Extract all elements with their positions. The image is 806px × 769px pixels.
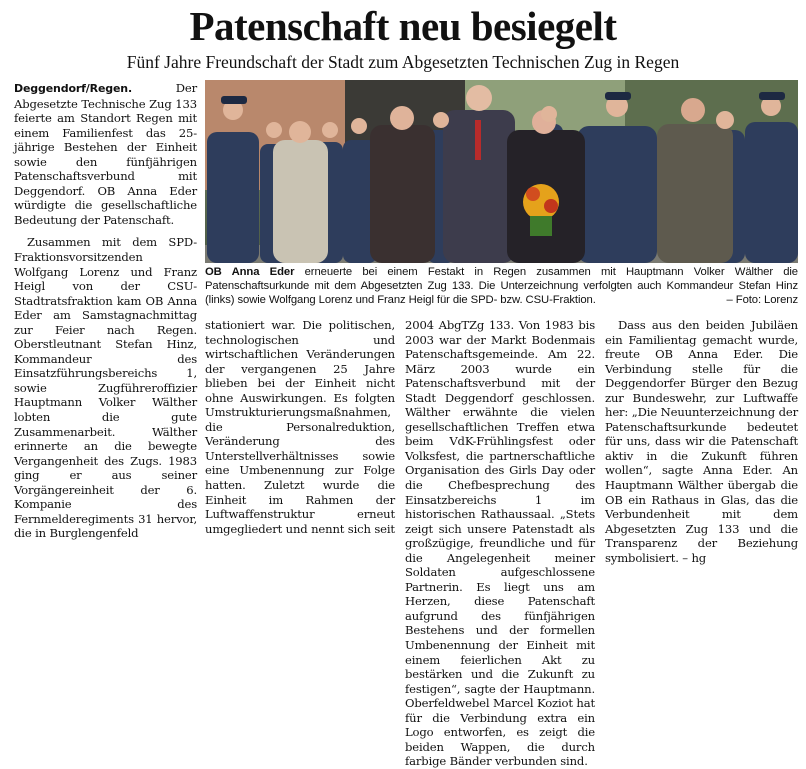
- article-subheadline: Fünf Jahre Freundschaft der Stadt zum Abgesetzten Technischen Zug in Regen: [126, 52, 680, 72]
- caption-text: erneuerte bei einem Festakt in Regen zusammen mit Hauptmann Volker Wälther die Patenschaftsurkunde mit dem Abgesetzten Zug 133. Die Unterzeichnung verfolgten auch Kommandeur Stefan Hinz (links) sowie Wolfgang Lorenz und Franz Heigl für die SPD- bzw. CSU-Fraktion.: [205, 266, 798, 306]
- article-dateline: Deggendorf/Regen.: [14, 82, 133, 95]
- photo-credit: – Foto: Lorenz: [726, 294, 798, 306]
- photo-caption: [205, 265, 798, 307]
- group-photo-icon: [205, 80, 798, 263]
- article-paragraph: [14, 235, 197, 540]
- article-paragraph: [205, 318, 395, 536]
- flow-text-2: stationiert war. Die politischen, technologischen und wirtschaftlichen Veränderungen der vergangenen 25 Jahre blieben bei der Einheit nicht ohne Auswirkungen. Es folgten Umstrukturierungsmaßnahmen, die Personalreduktion, Veränderung des Unterstellverhältnisses sowie eine Umbenennung zur Folge hatten. Zuletzt wurde die Einheit im Rahmen der Luftwaffenstruktur erneut umgegliedert und nennt sich seit: [205, 318, 395, 536]
- article-column-2: [205, 318, 395, 543]
- group-photo: [205, 80, 798, 263]
- article-paragraph: [405, 318, 595, 769]
- article-closing-paragraph: Dass aus den beiden Jubiläen ein Familientag gemacht wurde, freute OB Anna Eder. Die Verbindung stelle für die Deggendorfer Bürger den Bezug zur Bundeswehr, zur Luftwaffe her: „Die Neuunterzeichnung der Patenschaftsurkunde bedeutet für uns, dass wir die Patenschaft aktiv in die Zukunft führen wollen“, sagte Anna Eder. An Hauptmann Wälther übergab die OB ein Rathaus in Glas, das die Verbundenheit mit dem Abgesetzten Zug 133 und die Transparenz der Beziehung symbolisiert. – hg: [605, 318, 798, 565]
- article-headline: Patenschaft neu besiegelt: [189, 3, 617, 49]
- lead-text: Der Abgesetzte Technische Zug 133 feierte am Standort Regen mit einem Familienfest das 25-jährige Bestehen der Einheit sowie den fünfjährigen Patenschaftsverbund mit Deggendorf. OB Anna Eder würdigte die gesellschaftliche Bedeutung der Patenschaft.: [14, 81, 197, 227]
- article-column-4: [605, 318, 798, 565]
- article-column-3: [405, 318, 596, 769]
- article-column-1: [14, 81, 197, 543]
- caption-name: OB Anna Eder: [205, 266, 295, 278]
- article-lead-paragraph: [14, 81, 197, 227]
- flow-text-1: Zusammen mit dem SPD-Fraktionsvorsitzenden Wolfgang Lorenz und Franz Heigl von der CSU-Stadtratsfraktion kam OB Anna Eder am Samstagnachmittag zur Feier nach Regen. Oberstleutnant Stefan Hinz, Kommandeur des Einsatzführungsbereichs 1, sowie Zugführeroffizier Hauptmann Volker Wälther lobten die gute Zusammenarbeit. Wälther erinnerte an die bewegte Vergangenheit des Zugs. 1983 ging er aus seiner Vorgängereinheit der 6. Kompanie des Fernmelderegiments 31 hervor, die in Burglengenfeld: [14, 235, 197, 541]
- flow-text-3: 2004 AbgTZg 133. Von 1983 bis 2003 war der Markt Bodenmais Patenschaftsgemeinde. Am 22. März 2003 wurde ein Patenschaftsverbund mit der Stadt Deggendorf geschlossen. Wälther erwähnte die vielen gesellschaftlichen Treffen etwa beim VdK-Frühlingsfest oder Volksfest, die partnerschaftliche Organisation des Girls Day oder die Chefbesprechung des Einsatzbereichs 1 im historischen Rathaussaal. „Stets zeigt sich unsere Patenstadt als großzügige, freundliche und für die Angelegenheit meiner Soldaten aufgeschlossene Partnerin. Es liegt uns am Herzen, diese Patenschaft aufgrund des fünfjährigen Bestehens und der formellen Umbenennung der Einheit mit einem feierlichen Akt zu bestärken und die Zukunft zu festigen“, sagte der Hauptmann. Oberfeldwebel Marcel Koziot hat für die Verbindung extra ein Logo entworfen, es zeigt die beiden Wappen, die durch farbige Bänder verbunden sind.: [405, 318, 596, 769]
